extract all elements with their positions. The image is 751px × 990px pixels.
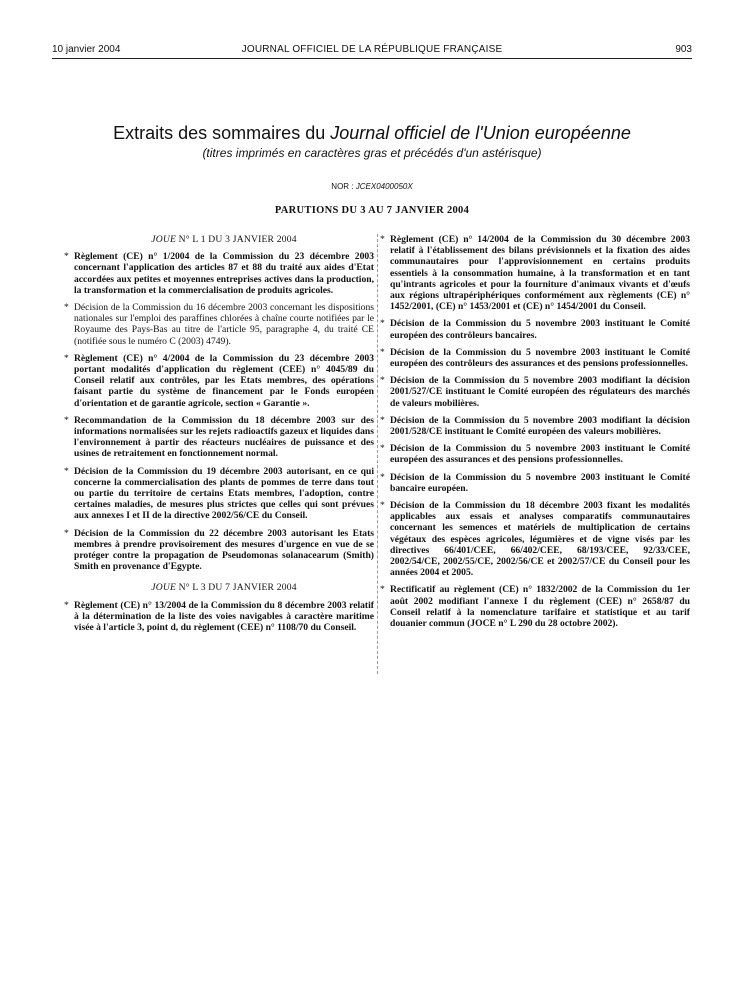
section-heading-text: N° L 3 DU 7 JANVIER 2004 xyxy=(176,582,297,594)
entry-bold-text: Décision de la Commission du 22 décembre 2003 autorisant les Etats membres à prendre provisoirement des mesures d'urgence en vue de se protéger contre la propagation de Pseudomonas solanacearum (Smith) Smith en provenance d'Egypte. xyxy=(74,527,374,573)
header-date: 10 janvier 2004 xyxy=(52,44,121,55)
entry xyxy=(380,234,690,313)
entry-bold-text: Règlement (CE) n° 13/2004 de la Commission du 8 décembre 2003 relatif à la détermination de la liste des voies navigables à caractère maritime visée à l'article 3, point d, du règlement (CEE) n° 1108/70 du Conseil. xyxy=(74,599,374,634)
entry-bold-text: Décision de la Commission du 5 novembre 2003 instituant le Comité européen des assurances et des pensions professionnelles. xyxy=(390,443,690,466)
nor-label: NOR : xyxy=(331,182,356,191)
column-divider xyxy=(377,234,378,674)
entry-bold-text: Rectificatif au règlement (CE) n° 1832/2002 de la Commission du 1er août 2002 modifiant l'annexe I du règlement (CEE) n° 2658/87 du Conseil relatif à la nomenclature tarifaire et statistique et au tarif douanier commun (JOCE n° L 290 du 28 octobre 2002). xyxy=(390,584,690,630)
asterisk-marker: * xyxy=(380,375,385,387)
title-block xyxy=(52,122,692,161)
asterisk-marker: * xyxy=(380,471,385,483)
page-subtitle: (titres imprimés en caractères gras et précédés d'un astérisque) xyxy=(202,146,542,160)
entry-bold-text: Décision de la Commission du 5 novembre 2003 instituant le Comité européen des contrôleurs bancaires. xyxy=(390,318,690,341)
section-heading xyxy=(74,234,374,245)
entry xyxy=(380,375,690,409)
asterisk-marker: * xyxy=(380,414,385,426)
entry-bold-text: Décision de la Commission du 18 décembre 2003 fixant les modalités applicables aux essais et analyses comparatifs communautaires concernant les semences et matériels de multiplication de certains végétaux des espèces agricoles, légumières et de vigne visés par les directives 66/401/CEE, 66/402/CEE, 68/193/CEE, 92/33/CEE, 2002/54/CE, 2002/55/CE, 2002/56/CE et 2002/57/CE du Conseil pour les années 2004 et 2005. xyxy=(390,500,690,579)
entry xyxy=(64,414,374,460)
entry xyxy=(380,471,690,494)
asterisk-marker: * xyxy=(64,527,69,539)
entry xyxy=(64,302,374,347)
nor-code: JCEX0400050X xyxy=(355,182,413,191)
asterisk-marker: * xyxy=(64,352,69,364)
header-page-number: 903 xyxy=(675,44,692,55)
entry xyxy=(380,500,690,579)
asterisk-marker: * xyxy=(64,302,69,314)
entry-text: Décision de la Commission du 16 décembre 2003 concernant les dispositions nationales sur l'emploi des paraffines chlorées à chaîne courte notifiées par le Royaume des Pays-Bas au titre de l'article 95, paragraphe 4, du traité CE (notifiée sous le numéro C (2003) 4749). xyxy=(74,302,374,347)
asterisk-marker: * xyxy=(380,500,385,512)
section-heading-text: N° L 1 DU 3 JANVIER 2004 xyxy=(176,234,297,245)
entry-bold-text: Décision de la Commission du 5 novembre 2003 modifiant la décision 2001/527/CE instituant le Comité européen des régulateurs des marchés de valeurs mobilières. xyxy=(390,375,690,409)
joue-label: JOUE xyxy=(151,582,177,594)
entry-bold-text: Règlement (CE) n° 4/2004 de la Commission du 23 décembre 2003 portant modalités d'application du règlement (CEE) n° 4045/89 du Conseil relatif aux contrôles, par les Etats membres, des opérations faisant partie du système de financement par le Fonds européen d'orientation et de garantie agricole, section « Garantie ». xyxy=(74,352,374,409)
entry xyxy=(380,346,690,370)
entry xyxy=(380,414,690,438)
asterisk-marker: * xyxy=(380,584,385,596)
title-journal-name: Journal officiel de l'Union européenne xyxy=(330,123,631,143)
section-heading xyxy=(74,582,374,593)
asterisk-marker: * xyxy=(380,234,385,245)
entry xyxy=(64,599,374,634)
title-prefix: Extraits des sommaires du xyxy=(113,123,331,143)
entry xyxy=(64,352,374,409)
page-title xyxy=(52,122,692,144)
joue-label: JOUE xyxy=(151,234,177,245)
entry-bold-text: Recommandation de la Commission du 18 décembre 2003 sur des informations normalisées sur les rejets radioactifs gazeux et liquides dans l'environnement à partir des réacteurs nucléaires de puissance et des usines de retraitement en fonctionnement normal. xyxy=(74,414,374,460)
entry xyxy=(64,465,374,522)
asterisk-marker: * xyxy=(380,443,385,455)
entry xyxy=(380,443,690,466)
asterisk-marker: * xyxy=(380,346,385,358)
parutions-heading: PARUTIONS DU 3 AU 7 JANVIER 2004 xyxy=(274,205,470,216)
asterisk-marker: * xyxy=(64,251,69,263)
entry xyxy=(380,318,690,341)
entry-bold-text: Décision de la Commission du 19 décembre 2003 autorisant, en ce qui concerne la commercialisation des plants de pommes de terre dans tout ou partie du territoire de certains Etats membres, l'adoption, contre certaines maladies, de mesures plus strictes que celles qui sont prévues aux annexes I et II de la directive 2002/56/CE du Conseil. xyxy=(74,465,374,522)
asterisk-marker: * xyxy=(64,599,69,611)
right-column xyxy=(380,234,690,635)
entry xyxy=(64,251,374,296)
asterisk-marker: * xyxy=(64,414,69,426)
page-header xyxy=(52,44,692,59)
entry xyxy=(380,584,690,630)
asterisk-marker: * xyxy=(64,465,69,477)
entry-bold-text: Règlement (CE) n° 14/2004 de la Commission du 30 décembre 2003 relatif à l'établissement des bilans prévisionnels et la fixation des aides communautaires pour l'approvisionnement en certains produits essentiels à la consommation humaine, à la transformation et en tant qu'intrants agricoles et pour la fourniture d'animaux vivants et d'œufs aux régions ultrapériphériques conformément aux règlements (CE) n° 1452/2001, (CE) n° 1453/2001 et (CE) n° 1454/2001 du Conseil. xyxy=(390,234,690,313)
asterisk-marker: * xyxy=(380,318,385,330)
entry-bold-text: Règlement (CE) n° 1/2004 de la Commission du 23 décembre 2003 concernant l'application des articles 87 et 88 du traité aux aides d'Etat accordées aux petites et moyennes entreprises actives dans la production, la transformation et la commercialisation de produits agricoles. xyxy=(74,251,374,296)
entry-bold-text: Décision de la Commission du 5 novembre 2003 instituant le Comité européen des contrôleurs des assurances et des pensions professionnelles. xyxy=(390,346,690,370)
nor-reference xyxy=(52,182,692,191)
entry-bold-text: Décision de la Commission du 5 novembre 2003 instituant le Comité bancaire européen. xyxy=(390,471,690,494)
entry-bold-text: Décision de la Commission du 5 novembre 2003 modifiant la décision 2001/528/CE instituant le Comité européen des valeurs mobilières. xyxy=(390,414,690,438)
left-column xyxy=(64,234,374,639)
entry xyxy=(64,527,374,573)
header-journal-title: JOURNAL OFFICIEL DE LA RÉPUBLIQUE FRANÇAISE xyxy=(241,44,503,55)
